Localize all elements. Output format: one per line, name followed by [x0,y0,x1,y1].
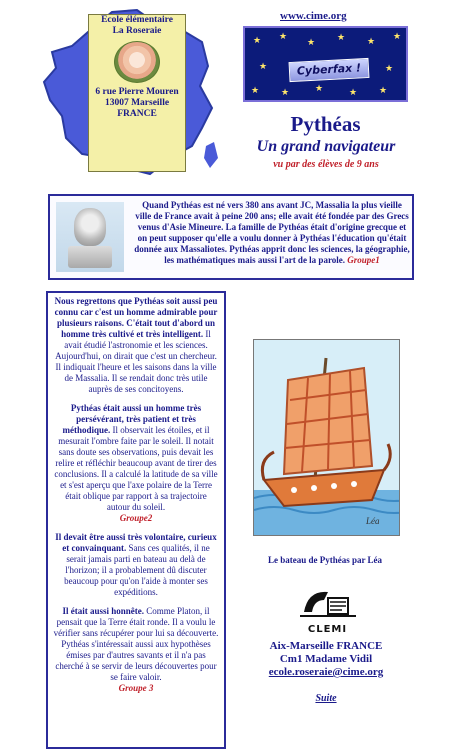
contact-block [236,640,416,679]
star-icon: ★ [307,37,316,47]
rose-photo [114,41,160,83]
intro-box [48,194,414,280]
intro-group-text: Groupe1 [347,255,380,265]
star-icon: ★ [281,87,290,97]
paragraph-3 [53,532,219,598]
star-icon: ★ [337,32,346,42]
group-2-label: Groupe2 [119,513,153,523]
star-icon: ★ [259,61,268,71]
intro-text [134,200,410,266]
star-icon: ★ [315,83,324,93]
star-icon: ★ [251,85,260,95]
boat-illustration [254,340,399,535]
intro-paragraph: Quand Pythéas est né vers 380 ans avant JC, Massalia la plus vieille ville de France avait à peine 200 ans; elle avait été fondée par des Grecs venus d'Asie Mineure. La famille de Pythéas était d'origine grecque et on peut supposer qu'elle a voulu donner à Pythéas l'éducation qu'était donnée aux Massaliotes. Pythéas apprit donc les sciences, la géographie, les mathématiques mais aussi l'art de la parole. [134,200,410,265]
star-icon: ★ [385,63,394,73]
school-type: Ecole élémentaire [101,15,173,25]
star-icon: ★ [349,87,358,97]
school-city: 13007 Marseille [104,98,170,108]
next-page-link[interactable]: Suite [315,693,337,704]
star-icon: ★ [367,36,376,46]
page-byline: vu par des élèves de 9 ans [273,159,379,170]
paragraph-1 [53,296,219,395]
main-column [46,291,226,749]
cime-link[interactable]: www.cime.org [280,10,347,22]
pytheas-bust-image [56,202,124,272]
email-link[interactable]: ecole.roseraie@cime.org [268,666,384,678]
bust-base [68,246,112,268]
bust-head [74,208,106,246]
paragraph-4-body: Comme Platon, il pensait que la Terre était ronde. Il a voulu le vérifier sans récupérer pour lui sa découverte. Pythéas s'intéressait aussi aux hypothèses émises par d'autres savants et il n'a pas cherché à se servir de leurs découvertes pour se faire valoir. [53,606,219,682]
boat-drawing [253,339,400,536]
contact-class: Cm1 Madame Vidil [279,653,373,665]
star-icon: ★ [393,31,402,41]
intro-group-label [347,255,380,265]
banner-label: Cyberfax ! [289,58,370,82]
clemi-logo-icon [290,582,365,630]
star-icon: ★ [253,35,262,45]
paragraph-1-lead: Nous regrettons que Pythéas soit aussi peu connu car c'est un homme admirable pour plusieurs raisons. C'était tout d'abord un homme très cultivé et très intelligent. [54,296,218,339]
contact-location: Aix-Marseille FRANCE [269,640,383,652]
cyberfax-banner[interactable] [243,26,408,102]
clemi-logo-text: CLEMI [307,624,348,635]
paragraph-1-body: Il avait étudié l'astronomie et les sciences. Aujourd'hui, on dirait que c'est un chercheur. Il indiquait l'heure et les saisons dans la ville de Massalia. Il se rendait donc très utile auprès de ses concitoyens. [55,329,217,394]
star-icon: ★ [379,85,388,95]
school-address: 6 rue Pierre Mouren [95,87,179,97]
boat-caption: Le bateau de Pythéas par Léa [267,555,383,565]
page-title: Pythéas [290,112,361,136]
paragraph-2-body: Il observait les étoiles, et il mesurait l'ombre faite par le soleil. Il notait sans doute ses observations, puis devait les relire et réfléchir beaucoup avant de tirer des conclusions. Il a calculé la latitude de sa ville et s'est aperçu que l'axe polaire de la Terre était oblique par rapport à sa trajectoire autour du soleil. [54,425,218,512]
paragraph-3-lead: Il devait être aussi très volontaire, curieux et convainquant. [55,532,217,553]
paragraph-4 [53,606,219,694]
paragraph-4-lead: Il était aussi honnête. [62,606,144,616]
school-country: FRANCE [117,109,157,119]
star-icon: ★ [279,31,288,41]
school-card [88,14,186,172]
page-subtitle: Un grand navigateur [256,138,396,155]
boat-signature: Léa [366,516,380,526]
paragraph-3-body: Sans ces qualités, il ne serait jamais parti en bateau au delà de l'horizon; il a probablement dû discuter beaucoup pour qu'on l'aide à monter ses expéditions. [64,543,210,597]
group-3-label: Groupe 3 [118,683,154,693]
paragraph-2-lead: Pythéas était aussi un homme très persévérant, très patient et très méthodique. [62,403,202,435]
school-name: La Roseraie [112,26,162,36]
paragraph-2 [53,403,219,524]
